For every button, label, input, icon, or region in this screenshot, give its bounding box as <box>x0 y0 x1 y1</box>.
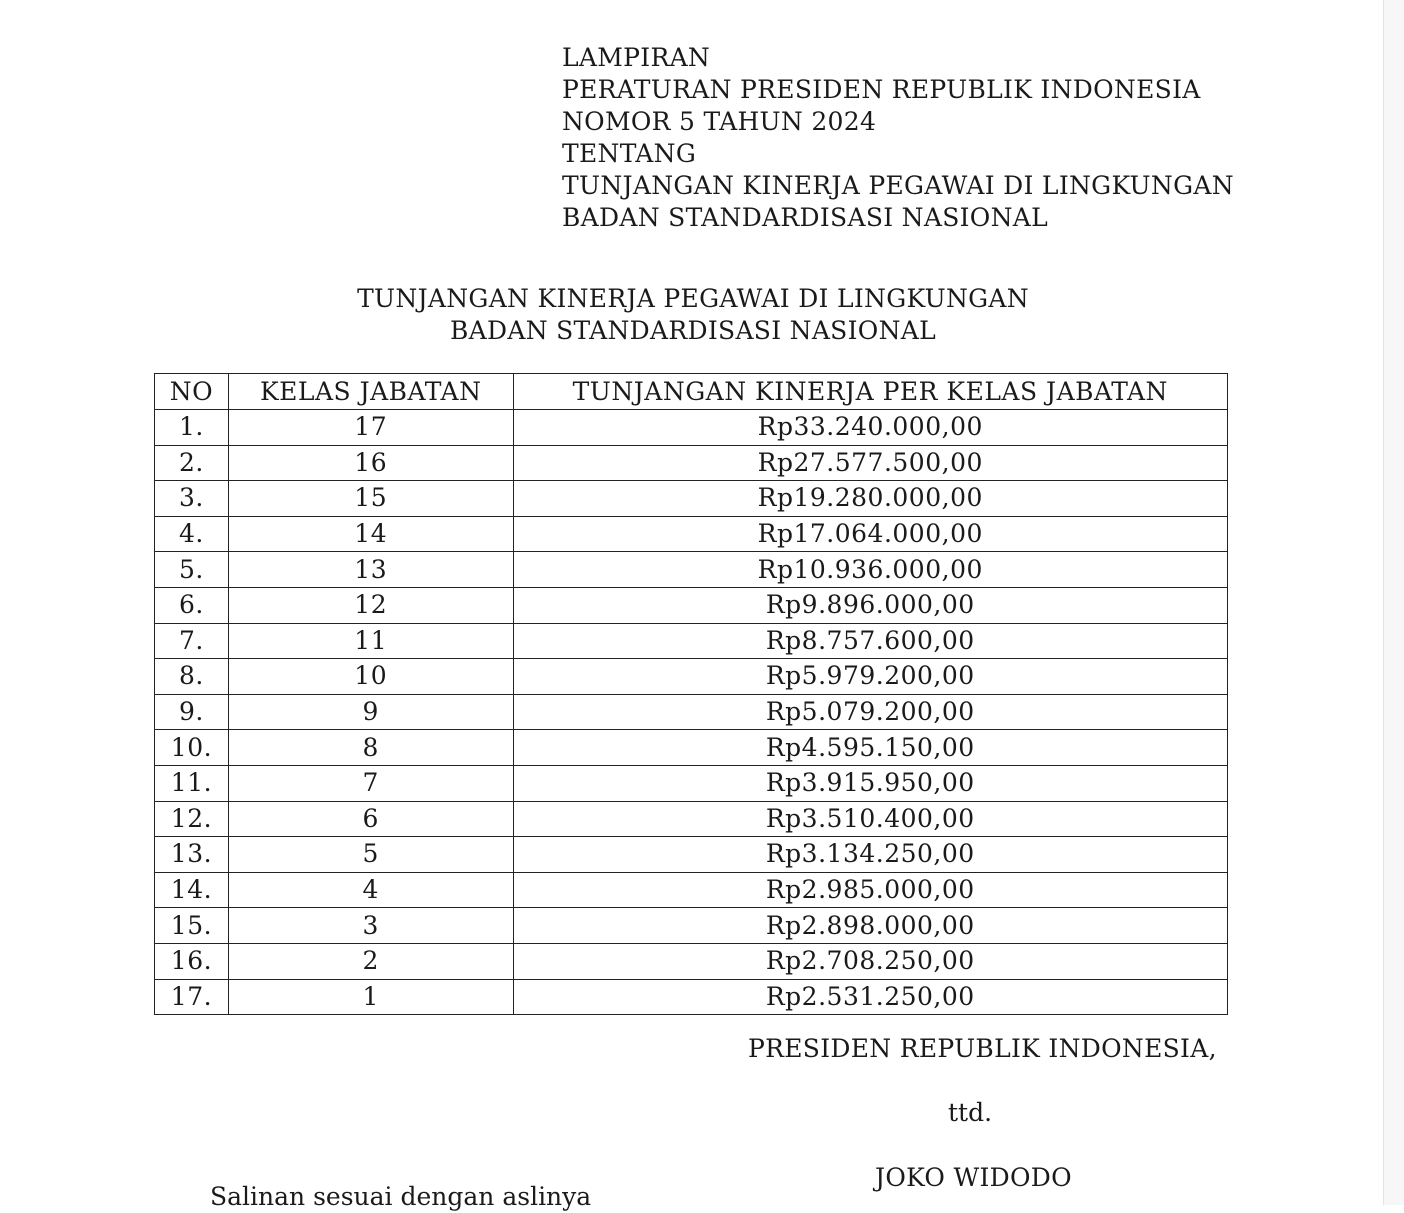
cell-no: 12. <box>155 801 229 837</box>
lampiran-line: LAMPIRAN <box>562 43 711 72</box>
table-row <box>155 837 1228 873</box>
table-row <box>155 908 1228 944</box>
cell-no: 2. <box>155 445 229 481</box>
table-row <box>155 979 1228 1015</box>
cell-kelas-jabatan: 16 <box>228 445 513 481</box>
table-row <box>155 552 1228 588</box>
cell-no: 15. <box>155 908 229 944</box>
cell-tunjangan: Rp2.898.000,00 <box>513 908 1227 944</box>
cell-no: 8. <box>155 659 229 695</box>
document-title <box>154 283 1232 347</box>
tunjangan-table <box>154 373 1228 1015</box>
cell-no: 10. <box>155 730 229 766</box>
lampiran-line: TUNJANGAN KINERJA PEGAWAI DI LINGKUNGAN <box>562 171 1234 200</box>
cell-kelas-jabatan: 5 <box>228 837 513 873</box>
cell-tunjangan: Rp10.936.000,00 <box>513 552 1227 588</box>
column-header-kelas-jabatan: KELAS JABATAN <box>228 374 513 410</box>
table-row <box>155 765 1228 801</box>
cell-tunjangan: Rp27.577.500,00 <box>513 445 1227 481</box>
cell-tunjangan: Rp19.280.000,00 <box>513 481 1227 517</box>
table-row <box>155 730 1228 766</box>
cell-kelas-jabatan: 6 <box>228 801 513 837</box>
cell-tunjangan: Rp33.240.000,00 <box>513 410 1227 446</box>
cell-tunjangan: Rp3.915.950,00 <box>513 765 1227 801</box>
cell-kelas-jabatan: 9 <box>228 694 513 730</box>
table-row <box>155 410 1228 446</box>
title-line-2: BADAN STANDARDISASI NASIONAL <box>449 316 937 345</box>
cell-kelas-jabatan: 7 <box>228 765 513 801</box>
table-body <box>155 410 1228 1015</box>
cell-tunjangan: Rp2.531.250,00 <box>513 979 1227 1015</box>
scrollbar-track[interactable] <box>1383 0 1404 1205</box>
cell-tunjangan: Rp2.708.250,00 <box>513 943 1227 979</box>
lampiran-line: BADAN STANDARDISASI NASIONAL <box>562 203 1049 232</box>
cell-tunjangan: Rp4.595.150,00 <box>513 730 1227 766</box>
cell-kelas-jabatan: 4 <box>228 872 513 908</box>
cell-no: 7. <box>155 623 229 659</box>
table-row <box>155 659 1228 695</box>
lampiran-header <box>562 42 1234 234</box>
cell-kelas-jabatan: 8 <box>228 730 513 766</box>
title-line-1: TUNJANGAN KINERJA PEGAWAI DI LINGKUNGAN <box>357 284 1029 313</box>
cell-tunjangan: Rp5.079.200,00 <box>513 694 1227 730</box>
cell-kelas-jabatan: 12 <box>228 587 513 623</box>
table-row <box>155 801 1228 837</box>
cell-kelas-jabatan: 10 <box>228 659 513 695</box>
table-row <box>155 694 1228 730</box>
cell-no: 1. <box>155 410 229 446</box>
cell-no: 17. <box>155 979 229 1015</box>
cell-kelas-jabatan: 2 <box>228 943 513 979</box>
cell-no: 13. <box>155 837 229 873</box>
cell-kelas-jabatan: 15 <box>228 481 513 517</box>
cell-no: 3. <box>155 481 229 517</box>
signatory-name: JOKO WIDODO <box>875 1163 1072 1192</box>
lampiran-line: PERATURAN PRESIDEN REPUBLIK INDONESIA <box>562 75 1201 104</box>
column-header-no: NO <box>155 374 229 410</box>
cell-kelas-jabatan: 3 <box>228 908 513 944</box>
cell-kelas-jabatan: 1 <box>228 979 513 1015</box>
lampiran-line: TENTANG <box>562 139 697 168</box>
cell-no: 4. <box>155 516 229 552</box>
cell-kelas-jabatan: 14 <box>228 516 513 552</box>
cell-tunjangan: Rp2.985.000,00 <box>513 872 1227 908</box>
cell-tunjangan: Rp17.064.000,00 <box>513 516 1227 552</box>
cell-kelas-jabatan: 11 <box>228 623 513 659</box>
cell-tunjangan: Rp3.510.400,00 <box>513 801 1227 837</box>
cell-kelas-jabatan: 17 <box>228 410 513 446</box>
cell-no: 14. <box>155 872 229 908</box>
cell-no: 5. <box>155 552 229 588</box>
cell-kelas-jabatan: 13 <box>228 552 513 588</box>
ttd-mark: ttd. <box>948 1098 993 1127</box>
cell-tunjangan: Rp9.896.000,00 <box>513 587 1227 623</box>
table-header-row <box>155 374 1228 410</box>
table-row <box>155 445 1228 481</box>
table-row <box>155 516 1228 552</box>
cell-no: 9. <box>155 694 229 730</box>
table-row <box>155 943 1228 979</box>
lampiran-line: NOMOR 5 TAHUN 2024 <box>562 107 877 136</box>
signatory-office: PRESIDEN REPUBLIK INDONESIA, <box>748 1034 1217 1063</box>
cell-tunjangan: Rp5.979.200,00 <box>513 659 1227 695</box>
salinan-note: Salinan sesuai dengan aslinya <box>210 1182 592 1211</box>
cell-no: 6. <box>155 587 229 623</box>
cell-no: 11. <box>155 765 229 801</box>
cell-no: 16. <box>155 943 229 979</box>
table-row <box>155 872 1228 908</box>
cell-tunjangan: Rp8.757.600,00 <box>513 623 1227 659</box>
table-row <box>155 587 1228 623</box>
table-row <box>155 623 1228 659</box>
column-header-tunjangan: TUNJANGAN KINERJA PER KELAS JABATAN <box>513 374 1227 410</box>
cell-tunjangan: Rp3.134.250,00 <box>513 837 1227 873</box>
table-row <box>155 481 1228 517</box>
